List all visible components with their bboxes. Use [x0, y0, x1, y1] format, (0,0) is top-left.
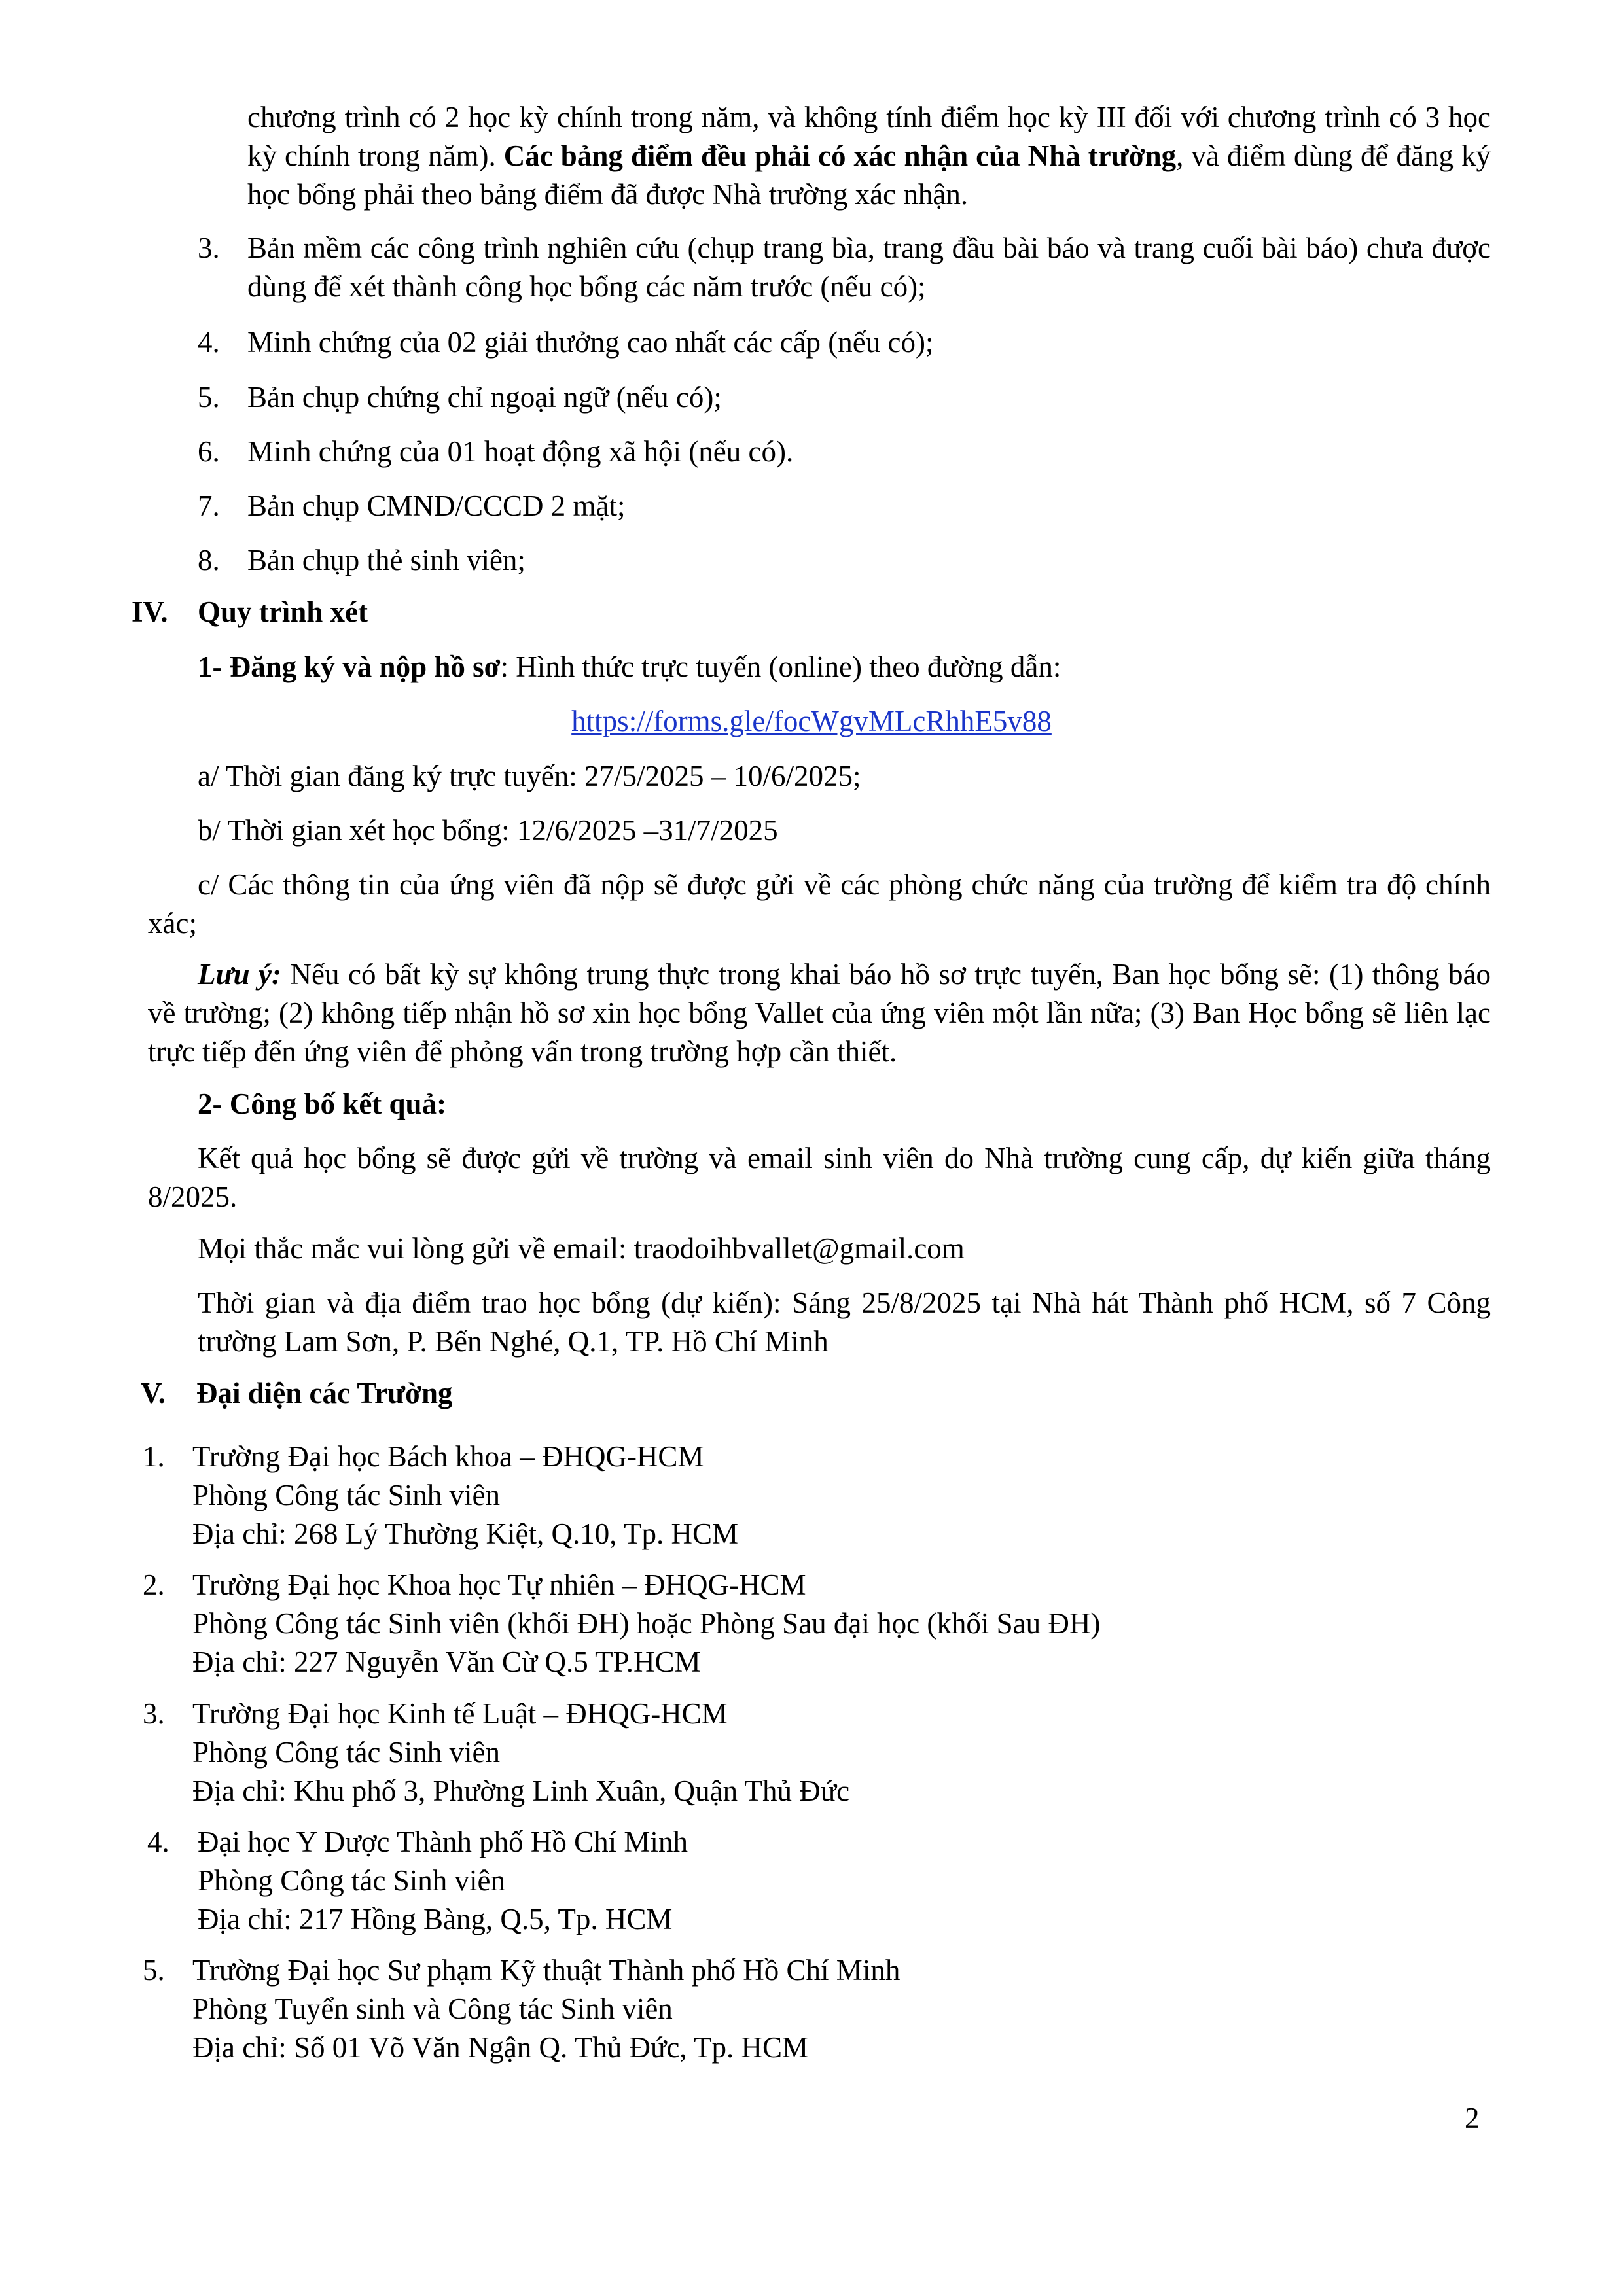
list-item-text: Minh chứng của 01 hoạt động xã hội (nếu có). [247, 435, 794, 468]
section-iv-title: Quy trình xét [198, 595, 368, 628]
registration-link-row [0, 702, 1623, 741]
school-entry [192, 1566, 1100, 1682]
list-item-number: 7. [198, 489, 220, 522]
school-entry [192, 1951, 900, 2067]
list-item-text: Bản chụp chứng chỉ ngoại ngữ (nếu có); [247, 381, 722, 414]
list-item-text: Bản chụp thẻ sinh viên; [247, 544, 526, 576]
school-address: Địa chỉ: 217 Hồng Bàng, Q.5, Tp. HCM [198, 1903, 673, 1935]
school-office: Phòng Công tác Sinh viên [198, 1864, 505, 1897]
list-item-number: 3. [198, 232, 220, 264]
section-iv-numeral: IV. [132, 595, 168, 628]
school-name: Trường Đại học Khoa học Tự nhiên – ĐHQG-HCM [192, 1568, 806, 1601]
school-name: Trường Đại học Bách khoa – ĐHQG-HCM [192, 1440, 704, 1473]
verification-paragraph [148, 866, 1491, 943]
school-office: Phòng Công tác Sinh viên [192, 1736, 500, 1769]
list-item-text: Bản chụp CMND/CCCD 2 mặt; [247, 489, 626, 522]
school-entry [192, 1438, 738, 1553]
list-item-number: 4. [198, 326, 220, 359]
section-v-numeral: V. [141, 1377, 166, 1409]
list-item-number: 6. [198, 435, 220, 468]
review-period: b/ Thời gian xét học bổng: 12/6/2025 –31/7/2025 [198, 814, 778, 847]
list-item-number: 8. [198, 544, 220, 576]
step-1-label: 1- Đăng ký và nộp hồ sơ [198, 650, 501, 683]
school-name: Trường Đại học Sư phạm Kỹ thuật Thành phố Hồ Chí Minh [192, 1954, 901, 1987]
section-v-title: Đại diện các Trường [196, 1377, 453, 1409]
school-number: 1. [143, 1440, 165, 1473]
result-paragraph [148, 1139, 1491, 1216]
registration-period: a/ Thời gian đăng ký trực tuyến: 27/5/2025 – 10/6/2025; [198, 760, 861, 792]
school-address: Địa chỉ: Số 01 Võ Văn Ngận Q. Thủ Đức, Tp. HCM [192, 2031, 809, 2064]
school-number: 2. [143, 1568, 165, 1601]
page-number: 2 [1465, 2102, 1480, 2134]
step-1 [198, 648, 1491, 686]
school-office: Phòng Tuyển sinh và Công tác Sinh viên [192, 1992, 673, 2025]
requirement-continuation [247, 98, 1491, 214]
school-name: Trường Đại học Kinh tế Luật – ĐHQG-HCM [192, 1697, 728, 1730]
school-number: 3. [143, 1697, 165, 1730]
school-number: 4. [147, 1826, 169, 1858]
school-entry [192, 1695, 849, 1810]
note-paragraph [148, 955, 1491, 1071]
list-item-text: Minh chứng của 02 giải thưởng cao nhất các cấp (nếu có); [247, 326, 934, 359]
school-address: Địa chỉ: Khu phố 3, Phường Linh Xuân, Quận Thủ Đức [192, 1775, 850, 1807]
continuation-text: chương trình có 2 học kỳ chính trong năm, và không tính điểm học kỳ III đối với chương trình có 3 học kỳ chính trong năm). [247, 101, 1491, 172]
school-address: Địa chỉ: 227 Nguyễn Văn Cừ Q.5 TP.HCM [192, 1646, 701, 1678]
contact-line: Mọi thắc mắc vui lòng gửi về email: traodoihbvallet@gmail.com [198, 1232, 965, 1265]
note-text: Nếu có bất kỳ sự không trung thực trong khai báo hồ sơ trực tuyến, Ban học bổng sẽ: (1) thông báo về trường; (2) không tiếp nhận hồ sơ xin học bổng Vallet của ứng viên một lần nữa; (3) Ban Học bổng sẽ liên lạc trực tiếp đến ứng viên để phỏng vấn trong trường hợp cần thiết. [148, 958, 1491, 1068]
verification-text: c/ Các thông tin của ứng viên đã nộp sẽ được gửi về các phòng chức năng của trường để kiểm tra độ chính xác; [148, 868, 1491, 940]
school-office: Phòng Công tác Sinh viên [192, 1479, 500, 1511]
school-address: Địa chỉ: 268 Lý Thường Kiệt, Q.10, Tp. HCM [192, 1517, 738, 1550]
list-item-number: 5. [198, 381, 220, 414]
school-office: Phòng Công tác Sinh viên (khối ĐH) hoặc Phòng Sau đại học (khối Sau ĐH) [192, 1607, 1101, 1640]
step-2-label: 2- Công bố kết quả: [198, 1087, 447, 1120]
step-1-text: : Hình thức trực tuyến (online) theo đường dẫn: [500, 650, 1061, 683]
list-item-text: Bản mềm các công trình nghiên cứu (chụp trang bìa, trang đầu bài báo và trang cuối bài báo) chưa được dùng để xét thành công học bổng các năm trước (nếu có); [247, 232, 1491, 303]
ceremony-paragraph: Thời gian và địa điểm trao học bổng (dự kiến): Sáng 25/8/2025 tại Nhà hát Thành phố HCM, số 7 Công trường Lam Sơn, P. Bến Nghé, Q.1, TP. Hồ Chí Minh [198, 1286, 1491, 1358]
school-entry [198, 1823, 688, 1939]
school-number: 5. [143, 1954, 165, 1987]
note-label: Lưu ý: [198, 958, 281, 991]
school-name: Đại học Y Dược Thành phố Hồ Chí Minh [198, 1826, 688, 1858]
registration-link[interactable]: https://forms.gle/focWgvMLcRhhE5v88 [571, 705, 1052, 737]
continuation-emphasis: Các bảng điểm đều phải có xác nhận của Nhà trường [503, 139, 1177, 172]
continuation-tail: , và điểm dùng để đăng ký học bổng phải theo bảng điểm đã được Nhà trường xác nhận. [247, 139, 1491, 211]
result-text: Kết quả học bổng sẽ được gửi về trường và email sinh viên do Nhà trường cung cấp, dự kiến giữa tháng 8/2025. [148, 1142, 1491, 1213]
